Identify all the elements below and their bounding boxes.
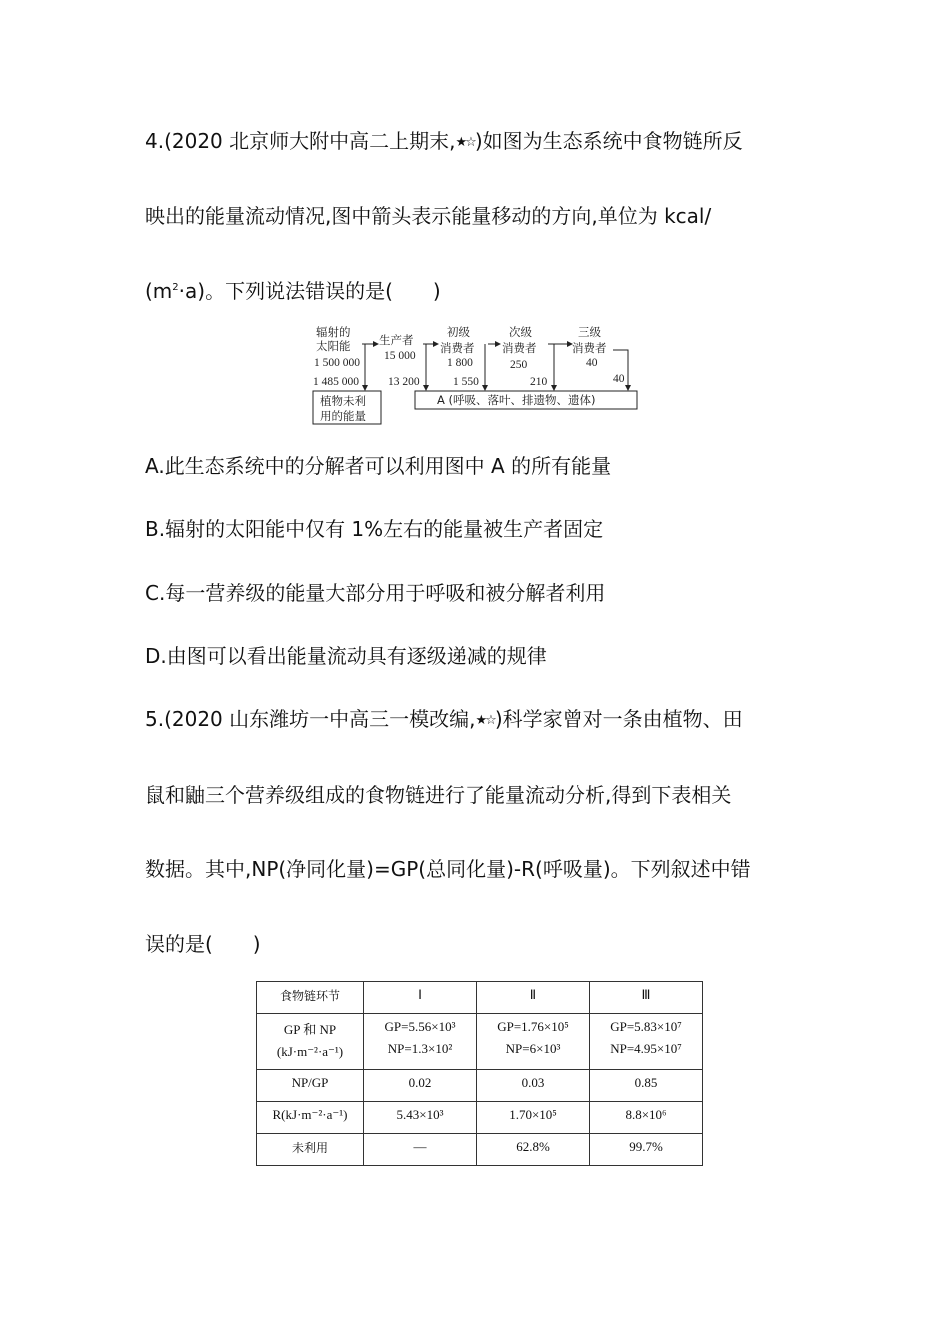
difficulty-star-icon: ★☆ — [455, 135, 475, 150]
table-row — [257, 1070, 703, 1102]
q5-stem-line2: 鼠和鼬三个营养级组成的食物链进行了能量流动分析,得到下表相关 — [145, 783, 732, 807]
c1-value: 1 800 — [447, 357, 473, 369]
table-cell: 0.03 — [477, 1070, 590, 1102]
c2-value: 250 — [510, 359, 528, 371]
q4-option-a[interactable]: A.此生态系统中的分解者可以利用图中 A 的所有能量 — [145, 454, 612, 478]
c3-out-value: 40 — [613, 373, 625, 385]
table-cell: 0.85 — [590, 1070, 703, 1102]
gp-value: GP=5.56×10³ — [384, 1019, 456, 1034]
q4-stem-line2: 映出的能量流动情况,图中箭头表示能量移动的方向,单位为 kcal/ — [145, 204, 712, 228]
q4-unit-sup: 2 — [172, 282, 179, 293]
c2-label2: 消费者 — [502, 341, 537, 355]
np-value: NP=1.3×10² — [387, 1041, 453, 1056]
table-row — [257, 1102, 703, 1134]
table-cell: — — [364, 1134, 477, 1166]
table-row — [257, 1134, 703, 1166]
q5-stem-line4: 误的是( ) — [145, 932, 261, 956]
q4-stem-line1 — [145, 128, 743, 156]
unused-value: 1 485 000 — [313, 376, 359, 388]
table-cell: 99.7% — [590, 1134, 703, 1166]
table-cell: 1.70×10⁵ — [477, 1102, 590, 1134]
c3-value: 40 — [586, 357, 598, 369]
table-cell — [477, 1014, 590, 1070]
producer-label: 生产者 — [379, 333, 414, 347]
label-line: GP 和 NP — [283, 1022, 337, 1037]
q5-source: 5.(2020 山东潍坊一中高三一模改编, — [145, 707, 476, 731]
table-cell: 8.8×10⁶ — [590, 1102, 703, 1134]
table-cell: 5.43×10³ — [364, 1102, 477, 1134]
q4-unit: (m — [145, 279, 173, 303]
q4-option-c[interactable]: C.每一营养级的能量大部分用于呼吸和被分解者利用 — [145, 581, 606, 605]
sun-label2: 太阳能 — [316, 339, 351, 353]
q4-stem-line3 — [145, 278, 441, 304]
q5-stem-line3: 数据。其中,NP(净同化量)=GP(总同化量)-R(呼吸量)。下列叙述中错 — [145, 857, 751, 881]
np-value: NP=4.95×10⁷ — [610, 1041, 682, 1056]
producer-out-value: 13 200 — [388, 376, 420, 388]
q5-stem-line1 — [145, 706, 743, 734]
row-label: NP/GP — [257, 1070, 364, 1102]
gp-value: GP=1.76×10⁵ — [497, 1019, 569, 1034]
row-label: R(kJ·m⁻²·a⁻¹) — [257, 1102, 364, 1134]
table-cell: 0.02 — [364, 1070, 477, 1102]
label-line: (kJ·m⁻²·a⁻¹) — [276, 1044, 344, 1059]
gp-value: GP=5.83×10⁷ — [610, 1019, 682, 1034]
table-cell — [364, 1014, 477, 1070]
q4-question: ·a)。下列说法错误的是( ) — [178, 279, 441, 303]
energy-table — [256, 981, 703, 1166]
q4-option-d[interactable]: D.由图可以看出能量流动具有逐级递减的规律 — [145, 644, 547, 668]
q4-option-b[interactable]: B.辐射的太阳能中仅有 1%左右的能量被生产者固定 — [145, 517, 604, 541]
q4-text: )如图为生态系统中食物链所反 — [474, 129, 743, 153]
unused-box-text: 植物未利 — [320, 394, 366, 408]
c2-out-value: 210 — [530, 376, 548, 388]
header-cell: 食物链环节 — [257, 982, 364, 1014]
c1-label: 初级 — [447, 325, 470, 339]
energy-flow-diagram — [310, 322, 640, 427]
header-cell: Ⅲ — [590, 982, 703, 1014]
header-cell: Ⅱ — [477, 982, 590, 1014]
table-header-row — [257, 982, 703, 1014]
producer-value: 15 000 — [384, 350, 416, 362]
header-cell: Ⅰ — [364, 982, 477, 1014]
c3-label2: 消费者 — [572, 341, 607, 355]
unused-box-text2: 用的能量 — [320, 409, 366, 423]
a-box-text: A (呼吸、落叶、排遗物、遗体) — [437, 393, 596, 407]
c1-label2: 消费者 — [440, 341, 475, 355]
sun-value: 1 500 000 — [314, 357, 360, 369]
table-cell — [590, 1014, 703, 1070]
q5-text: )科学家曾对一条由植物、田 — [494, 707, 743, 731]
table-cell: 62.8% — [477, 1134, 590, 1166]
c1-out-value: 1 550 — [453, 376, 479, 388]
difficulty-star-icon: ★☆ — [475, 713, 495, 728]
np-value: NP=6×10³ — [505, 1041, 561, 1056]
row-label — [257, 1014, 364, 1070]
c2-label: 次级 — [509, 325, 532, 339]
q4-source: 4.(2020 北京师大附中高二上期末, — [145, 129, 456, 153]
sun-label: 辐射的 — [316, 325, 351, 339]
c3-label: 三级 — [578, 325, 601, 339]
row-label: 未利用 — [257, 1134, 364, 1166]
table-row — [257, 1014, 703, 1070]
